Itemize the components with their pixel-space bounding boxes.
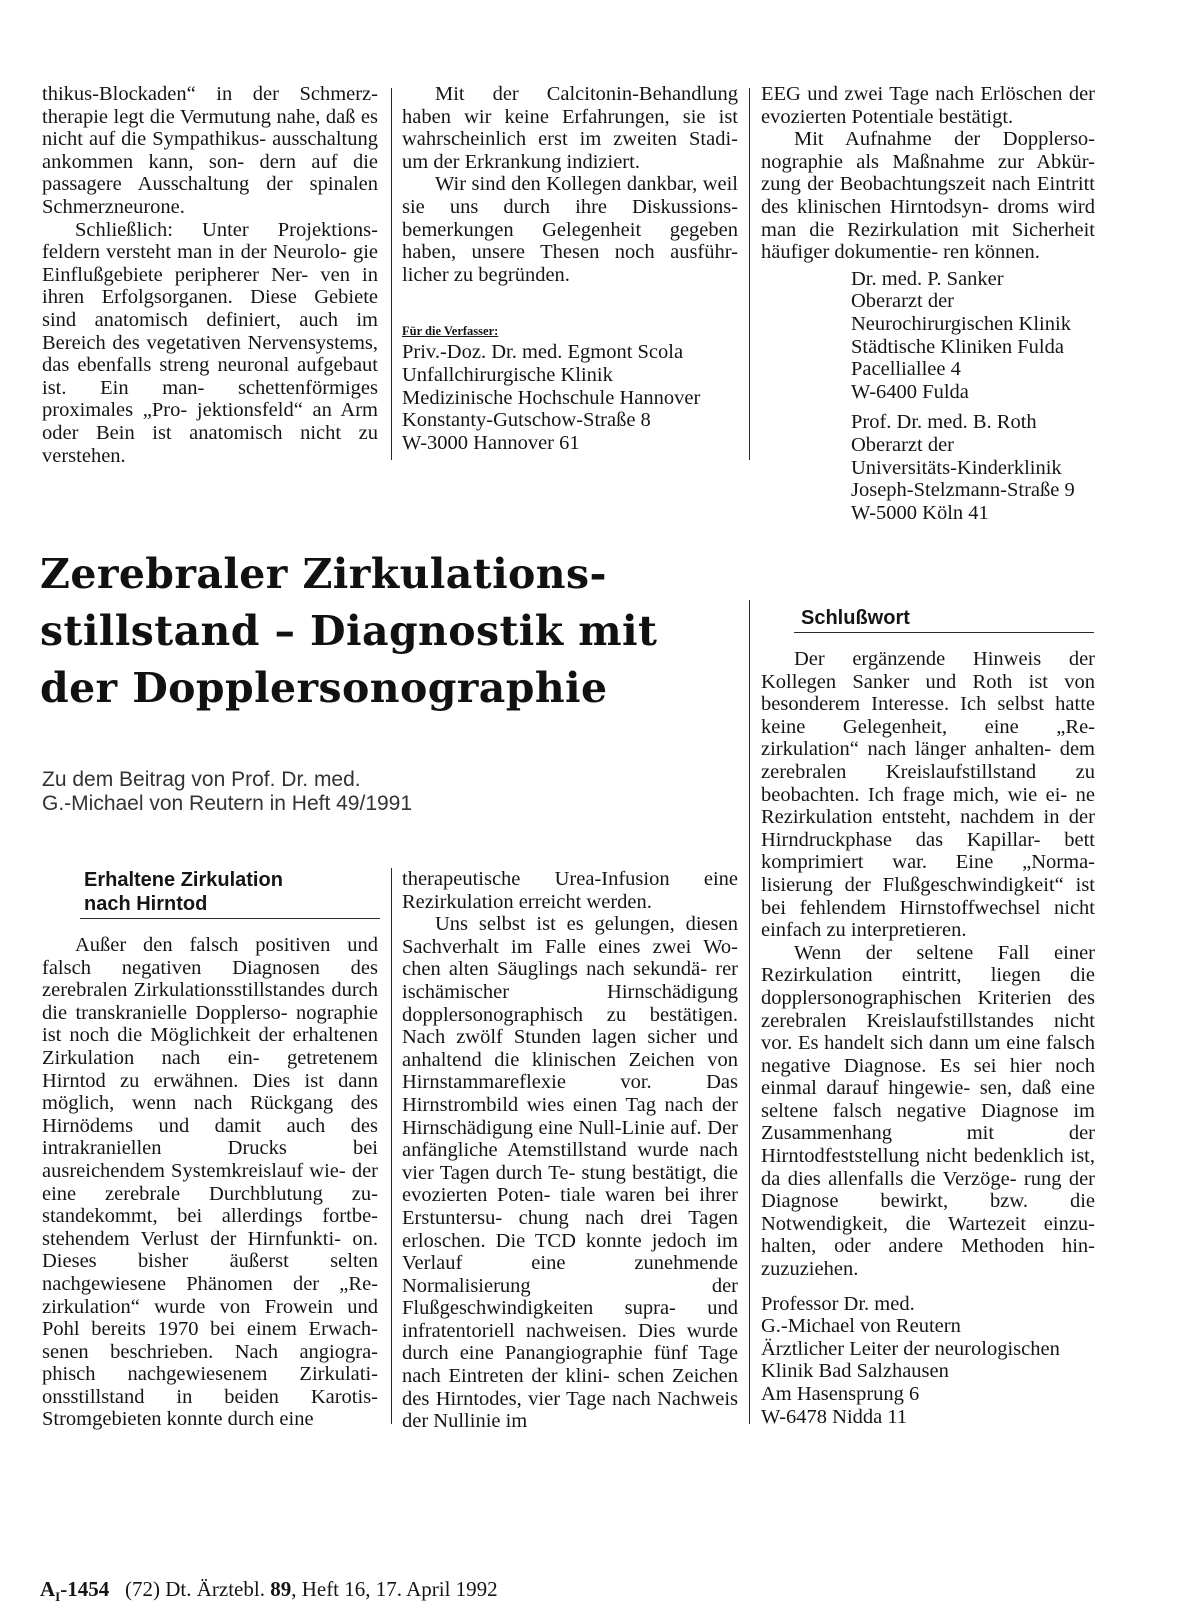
paragraph: thikus-Blockaden“ in der Schmerz- therapie legt die Vermutung nahe, daß es nicht auf die Sympathikus- ausschaltung ankommen kann, son- dern auf die passagere Ausschaltung der spinalen Schmerzneurone. xyxy=(42,83,378,218)
column-rule xyxy=(749,600,750,1424)
address-line: Joseph-Stelzmann-Straße 9 xyxy=(851,479,1075,502)
title-line: stillstand – Diagnostik mit xyxy=(40,607,658,655)
address-line: Unfallchirurgische Klinik xyxy=(402,363,613,386)
subtitle-line: G.-Michael von Reutern in Heft 49/1991 xyxy=(42,792,413,815)
signature-line: Professor Dr. med. xyxy=(761,1292,915,1315)
paragraph: Mit der Calcitonin-Behandlung haben wir keine Erfahrungen, sie ist wahrscheinlich erst im zweiten Stadi- um der Erkrankung indiziert. xyxy=(402,83,738,173)
article-subtitle xyxy=(42,768,802,816)
section-heading: Schlußwort xyxy=(801,607,910,629)
paragraph: EEG und zwei Tage nach Erlöschen der evozierten Potentiale bestätigt. xyxy=(761,83,1095,128)
column-rule xyxy=(391,88,392,460)
volume: 89 xyxy=(270,1577,292,1601)
column-rule xyxy=(749,88,750,460)
top-column-3 xyxy=(761,83,1095,524)
address-line: W-6400 Fulda xyxy=(851,380,969,403)
author-address xyxy=(402,341,738,454)
paragraph: Wir sind den Kollegen dankbar, weil sie uns durch ihre Diskussions- bemerkungen Gelegenheit gegeben haben, unsere Thesen noch ausführ- licher zu begründen. xyxy=(402,173,738,286)
paragraph: Der ergänzende Hinweis der Kollegen Sanker und Roth ist von besonderem Interesse. Ich selbst hatte keine Gelegenheit, eine „Re- zirkulation“ nach länger anhalten- dem zerebralen Kreislaufstillstand zu beobachten. Ich frage mich, wie ei- ne Rezirkulation entsteht, nachdem in der Hirndruckphase das Kapillar- bett komprimiert war. Eine „Norma- lisierung der Flußgeschwindigkeit“ ist bei fehlendem Hirnstoffwechsel nicht einfach zu interpretieren. xyxy=(761,648,1095,942)
address-line: Priv.-Doz. Dr. med. Egmont Scola xyxy=(402,341,684,364)
subtitle-line: Zu dem Beitrag von Prof. Dr. med. xyxy=(42,768,361,791)
page-number: $A_I-1454$ xyxy=(40,1577,110,1605)
signature-line: Ärztlicher Leiter der neurologischen xyxy=(761,1337,1060,1360)
address-line: Dr. med. P. Sanker xyxy=(851,267,1004,290)
section-heading xyxy=(42,868,378,916)
address-line: W-5000 Köln 41 xyxy=(851,501,989,524)
paragraph: Uns selbst ist es gelungen, diesen Sachverhalt im Falle eines zwei Wo- chen alten Säuglings nach sekundä- rer ischämischer Hirnschädigung dopplersonographisch zu bestätigen. Nach zwölf Stunden lagen sicher und anhaltend die klinischen Zeichen von Hirnstammareflexie vor. Das Hirnstrombild wies einen Tag nach der Hirnschädigung eine Null-Linie auf. Der anfängliche Atemstillstand wurde nach vier Tagen durch Te- stung bestätigt, die evozierten Poten- tiale waren bei ihrer Erstuntersu- chung nach drei Tagen erloschen. Die TCD konnte jedoch im Verlauf eine zunehmende Normalisierung der Flußgeschwindigkeiten supra- und infratentoriell nachweisen. Dies wurde durch eine Panangiographie fünf Tage nach Eintreten der klini- schen Zeichen des Hirntodes, vier Tage nach Nachweis der Nullinie im xyxy=(402,913,738,1433)
section1-column-2 xyxy=(402,868,738,1433)
issue-date: , Heft 16, 17. April 1992 xyxy=(291,1577,498,1601)
top-column-1 xyxy=(42,83,378,467)
address-line: Oberarzt der xyxy=(851,290,955,313)
top-column-2 xyxy=(402,83,738,454)
paragraph: therapeutische Urea-Infusion eine Rezirkulation erreicht werden. xyxy=(402,868,738,913)
address-line: Städtische Kliniken Fulda xyxy=(851,335,1064,358)
paragraph: Außer den falsch positiven und falsch negativen Diagnosen des zerebralen Zirkulationsstillstandes durch die transkranielle Dopplerso- nographie ist noch die Möglichkeit der erhaltenen Zirkulation nach ein- getretenem Hirntod zu erwähnen. Dies ist dann möglich, wenn nach Rückgang des Hirnödems und damit auch des intrakraniellen Drucks bei ausreichendem Systemkreislauf wie- der eine zerebrale Durchblutung zu- standekommt, bei allerdings fortbe- stehendem Verlust der Hirnfunkti- on. Dieses bisher äußerst selten nachgewiesene Phänomen der „Re- zirkulation“ wurde von Frowein und Pohl bereits 1970 bei einem Erwach- senen beschrieben. Nach angiogra- phisch nachgewiesenem Zirkulati- onsstillstand in beiden Karotis- Stromgebieten konnte durch eine xyxy=(42,934,378,1431)
heading-rule xyxy=(794,632,1094,633)
address-line: Neurochirurgischen Klinik xyxy=(851,312,1071,335)
paragraph: Wenn der seltene Fall einer Rezirkulation eintritt, liegen die dopplersonographischen Kriterien des zerebralen Kreislaufstillstandes nicht vor. Es handelt sich dann um eine falsch negative Diagnose. Es sei hier noch einmal darauf hingewie- sen, daß eine seltene falsch negative Diagnose im Zusammenhang mit der Hirntodfeststellung nicht bedenklich ist, da dies allenfalls die Verzöge- rung der Diagnose bewirkt, bzw. die Notwendigkeit, die Wartezeit einzu- halten, oder andere Methoden hin- zuzuziehen. xyxy=(761,941,1095,1281)
authors-label: Für die Verfasser: xyxy=(402,324,499,339)
article-title xyxy=(40,546,780,717)
page-footer xyxy=(40,1577,498,1609)
signature-line: W-6478 Nidda 11 xyxy=(761,1405,908,1428)
heading-line: nach Hirntod xyxy=(84,893,208,915)
schlusswort-column xyxy=(761,606,1095,1428)
heading-rule xyxy=(80,918,380,919)
signature-line: Am Hasensprung 6 xyxy=(761,1383,920,1405)
address-line: Universitäts-Kinderklinik xyxy=(851,456,1062,479)
address-line: Pacelliallee 4 xyxy=(851,358,961,381)
signature xyxy=(761,1293,1095,1429)
issue-info: (72) Dt. Ärztebl. xyxy=(124,1577,265,1601)
signature-line: G.-Michael von Reutern xyxy=(761,1315,961,1338)
address-line: W-3000 Hannover 61 xyxy=(402,431,580,454)
roth-address xyxy=(761,411,1095,524)
address-line: Konstanty-Gutschow-Straße 8 xyxy=(402,409,651,432)
heading-line: Erhaltene Zirkulation xyxy=(84,869,283,891)
address-line: Prof. Dr. med. B. Roth xyxy=(851,411,1037,434)
column-rule xyxy=(391,868,392,1424)
section1-column-1 xyxy=(42,868,378,1431)
paragraph: Mit Aufnahme der Dopplerso- nographie als Maßnahme zur Abkür- zung der Beobachtungszeit nach Eintritt des klinischen Hirntodsyn- droms wird man die Rezirkulation mit Sicherheit häufiger dokumentie- ren können. xyxy=(761,128,1095,264)
sanker-address xyxy=(761,268,1095,404)
paragraph: Schließlich: Unter Projektions- feldern versteht man in der Neurolo- gie Einflußgebiete peripherer Ner- ven in ihren Erfolgsorganen. Diese Gebiete sind anatomisch definiert, auch im Bereich des vegetativen Nervensystems, das ebenfalls streng neuronal aufgebaut ist. Ein man- schettenförmiges proximales „Pro- jektionsfeld“ an Arm oder Bein ist anatomisch nicht zu verstehen. xyxy=(42,218,378,467)
signature-line: Klinik Bad Salzhausen xyxy=(761,1360,949,1383)
title-line: Zerebraler Zirkulations- xyxy=(40,550,607,598)
title-line: der Dopplersonographie xyxy=(40,664,608,712)
address-line: Oberarzt der xyxy=(851,433,955,456)
address-line: Medizinische Hochschule Hannover xyxy=(402,386,701,409)
